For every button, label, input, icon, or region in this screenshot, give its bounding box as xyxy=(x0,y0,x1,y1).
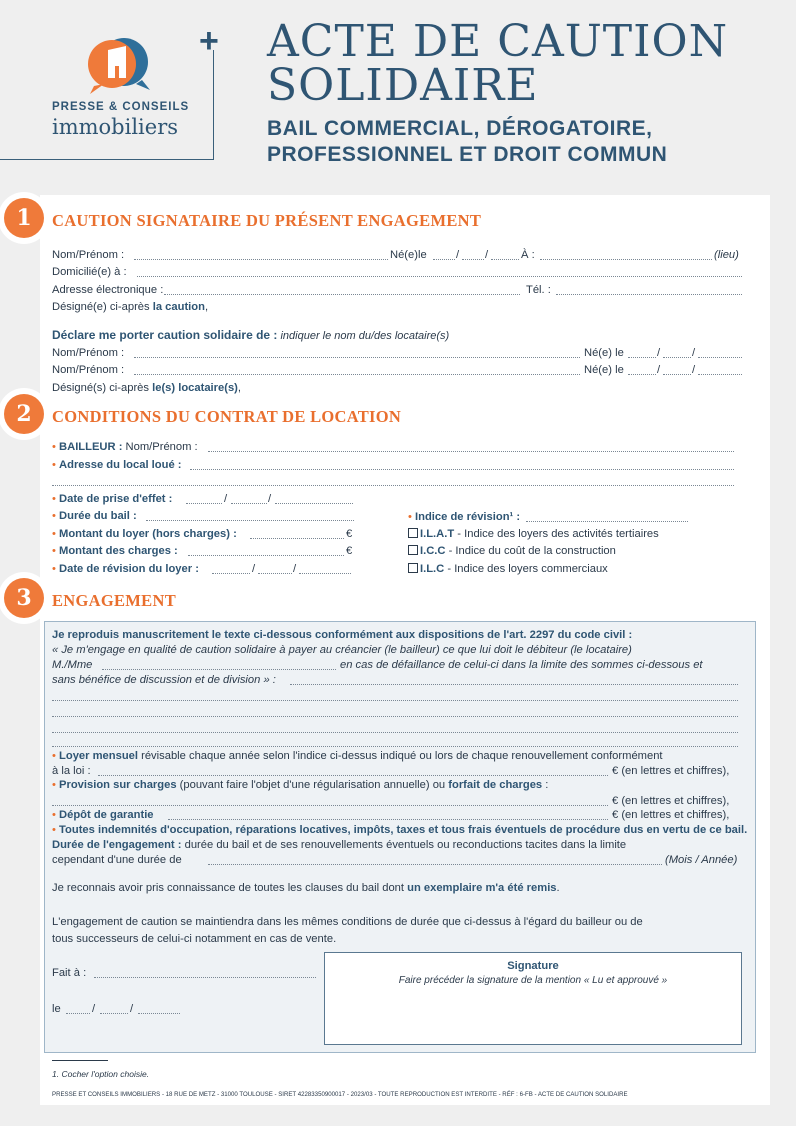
charges-label: • Montant des charges : xyxy=(52,545,178,557)
handwritten-line-1[interactable] xyxy=(290,684,738,685)
date-separator: / xyxy=(293,563,297,575)
tenant-2-birth-year-field[interactable] xyxy=(698,374,742,375)
indemnites-line: • Toutes indemnités d'occupation, réparations locatives, impôts, taxes et tous frais éventuels de procédure dus en vertu de ce bail. xyxy=(52,824,748,836)
declare-hint: indiquer le nom du/des locataire(s) xyxy=(277,330,450,342)
tenant-designation xyxy=(52,381,241,395)
duree-engagement-bold: Durée de l'engagement : xyxy=(52,839,182,851)
header-divider-horizontal xyxy=(0,159,214,160)
handwritten-line-3[interactable] xyxy=(52,716,738,717)
option-icc[interactable] xyxy=(408,544,616,558)
email-label: Adresse électronique : xyxy=(52,284,164,296)
option-ilat-bold: I.L.A.T xyxy=(420,528,455,540)
caution-birthplace-field[interactable] xyxy=(540,259,712,260)
euro-sign: € xyxy=(346,545,353,557)
reconnais-bold: un exemplaire m'a été remis xyxy=(407,882,557,894)
le-label: le xyxy=(52,1003,61,1015)
reconnais-text: Je reconnais avoir pris connaissance de toutes les clauses du bail dont xyxy=(52,882,408,894)
provision-bold: Provision sur charges xyxy=(59,779,177,791)
tenant-2-name-label: Nom/Prénom : xyxy=(52,364,125,376)
caution-birth-day-field[interactable] xyxy=(433,259,455,260)
date-separator: / xyxy=(657,364,661,376)
section-1-number: 1 xyxy=(4,198,44,238)
caution-name-label: Nom/Prénom : xyxy=(52,249,125,261)
loi-label: à la loi : xyxy=(52,765,91,777)
section-2-number: 2 xyxy=(4,394,44,434)
tenant-2-birth-day-field[interactable] xyxy=(628,374,656,375)
reconnais-end: . xyxy=(556,882,560,894)
engagement-text-1: L'engagement de caution se maintiendra dans les mêmes conditions de durée que ci-dessus à l'égard du bailleur ou de xyxy=(52,916,643,928)
handwritten-line-4[interactable] xyxy=(52,732,738,733)
bailleur-bold: BAILLEUR : xyxy=(59,441,123,453)
tenant-1-name-field[interactable] xyxy=(134,357,580,358)
date-effet-year-field[interactable] xyxy=(275,503,353,504)
date-separator: / xyxy=(268,493,272,505)
provision-text: (pouvant faire l'objet d'une régularisation annuelle) ou xyxy=(176,779,449,791)
caution-birth-year-field[interactable] xyxy=(491,259,519,260)
tel-label: Tél. : xyxy=(526,284,551,296)
adresse-label: • Adresse du local loué : xyxy=(52,459,182,471)
brand-logo-icon xyxy=(86,36,154,96)
legal-footer: PRESSE ET CONSEILS IMMOBILIERS - 18 RUE DE METZ - 31000 TOULOUSE - SIRET 42283350900017 - 2023/03 - TOUTE REPRODUCTION EST INTERDITE - RÉF : 6-FB - ACTE DE CAUTION SOLIDAIRE xyxy=(52,1091,628,1098)
date-effet-label: • Date de prise d'effet : xyxy=(52,493,173,505)
header-divider-vertical xyxy=(213,50,214,160)
designation-bold: le(s) locataire(s) xyxy=(152,382,238,394)
date-separator: / xyxy=(224,493,228,505)
caution-birth-label: Né(e)le xyxy=(390,249,427,261)
engagement-quote-2a: M./Mme xyxy=(52,659,93,671)
tenant-1-name-label: Nom/Prénom : xyxy=(52,347,125,359)
date-revision-day-field[interactable] xyxy=(212,573,250,574)
domicile-field[interactable] xyxy=(137,276,742,277)
handwritten-line-2[interactable] xyxy=(52,700,738,701)
option-ilc-text: - Indice des loyers commerciaux xyxy=(444,563,608,575)
option-ilat[interactable] xyxy=(408,527,659,541)
loyer-label: • Montant du loyer (hors charges) : xyxy=(52,528,237,540)
subtitle-line-2: PROFESSIONNEL ET DROIT COMMUN xyxy=(267,143,668,166)
option-icc-text: - Indice du coût de la construction xyxy=(445,545,616,557)
ilc-checkbox[interactable] xyxy=(408,563,418,573)
indice-field[interactable] xyxy=(526,521,688,522)
date-revision-label: • Date de révision du loyer : xyxy=(52,563,199,575)
footnote-divider xyxy=(52,1060,108,1061)
caution-birth-month-field[interactable] xyxy=(462,259,484,260)
loyer-mensuel-field[interactable] xyxy=(98,775,608,776)
date-separator: / xyxy=(456,249,460,261)
date-revision-year-field[interactable] xyxy=(299,573,351,574)
date-revision-month-field[interactable] xyxy=(258,573,292,574)
duree-label: • Durée du bail : xyxy=(52,510,137,522)
bailleur-label: • BAILLEUR : Nom/Prénom : xyxy=(52,441,198,453)
handwritten-line-5[interactable] xyxy=(52,746,738,747)
designation-end: , xyxy=(204,301,209,313)
declare-line xyxy=(52,328,449,343)
debtor-name-field[interactable] xyxy=(102,669,336,670)
depot-field[interactable] xyxy=(168,819,608,820)
duree-engagement-text: durée du bail et de ses renouvellements éventuels ou reconductions tacites dans la limite xyxy=(181,839,627,851)
tenant-1-birth-month-field[interactable] xyxy=(663,357,691,358)
charges-field[interactable] xyxy=(188,555,344,556)
lieu-hint: (lieu) xyxy=(714,249,739,261)
engagement-quote-2b: en cas de défaillance de celui-ci dans la limite des sommes ci-dessous et xyxy=(340,659,703,671)
section-1-title: CAUTION SIGNATAIRE DU PRÉSENT ENGAGEMENT xyxy=(52,211,482,230)
icc-checkbox[interactable] xyxy=(408,545,418,555)
date-separator: / xyxy=(485,249,489,261)
adresse-field[interactable] xyxy=(190,469,734,470)
section-3-number: 3 xyxy=(4,578,44,618)
date-separator: / xyxy=(130,1003,134,1015)
signature-note: Faire précéder la signature de la mention « Lu et approuvé » xyxy=(398,975,668,986)
loyer-mensuel-line: • Loyer mensuel révisable chaque année selon l'indice ci-dessus indiqué ou lors de chaque renouvellement conformément xyxy=(52,750,663,762)
date-effet-bold: Date de prise d'effet : xyxy=(59,493,173,505)
date-separator: / xyxy=(92,1003,96,1015)
loyer-mensuel-bold: Loyer mensuel xyxy=(59,750,138,762)
duree-field[interactable] xyxy=(146,520,354,521)
engagement-text-2: tous successeurs de celui-ci notamment en cas de vente. xyxy=(52,933,337,945)
title-line-1: ACTE DE CAUTION xyxy=(267,16,729,67)
tenant-1-birth-day-field[interactable] xyxy=(628,357,656,358)
cependant-label: cependant d'une durée de xyxy=(52,854,182,866)
designation-bold: la caution xyxy=(152,301,205,313)
caution-birthplace-label: À : xyxy=(521,249,535,261)
signature-title: Signature xyxy=(507,960,559,972)
option-icc-bold: I.C.C xyxy=(420,545,446,557)
date-revision-bold: Date de révision du loyer : xyxy=(59,563,199,575)
ilat-checkbox[interactable] xyxy=(408,528,418,538)
title-line-2: SOLIDAIRE xyxy=(267,60,539,111)
euro-sign: € xyxy=(346,528,353,540)
fait-field[interactable] xyxy=(94,977,316,978)
depot-bold: Dépôt de garantie xyxy=(59,809,154,821)
duree-bold: Durée du bail : xyxy=(59,510,137,522)
engagement-quote-1: « Je m'engage en qualité de caution solidaire à payer au créancier (le bailleur) ce que lui doit le débiteur (le locataire) xyxy=(52,644,632,656)
engagement-quote-3: sans bénéfice de discussion et de division » : xyxy=(52,674,276,686)
date-effet-month-field[interactable] xyxy=(231,503,267,504)
depot-line: • Dépôt de garantie xyxy=(52,809,154,821)
adresse-bold: Adresse du local loué : xyxy=(59,459,182,471)
date-separator: / xyxy=(692,364,696,376)
forfait-bold: forfait de charges xyxy=(448,779,543,791)
lettres-chiffres: € (en lettres et chiffres), xyxy=(612,765,730,777)
indemnites-bold: Toutes indemnités d'occupation, réparations locatives, impôts, taxes et tous frais éventuels de procédure dus en vertu de ce bail. xyxy=(59,824,748,836)
indice-label: • Indice de révision¹ : xyxy=(408,511,521,523)
designation-text: Désigné(e) ci-après xyxy=(52,301,153,313)
signature-month-field[interactable] xyxy=(100,1013,128,1014)
charges-bold: Montant des charges : xyxy=(59,545,178,557)
provision-line: • Provision sur charges (pouvant faire l'objet d'une régularisation annuelle) ou forfait de charges : xyxy=(52,779,549,791)
date-separator: / xyxy=(657,347,661,359)
loyer-field[interactable] xyxy=(250,538,344,539)
provision-field[interactable] xyxy=(52,805,608,806)
fait-label: Fait à : xyxy=(52,967,87,979)
bailleur-field[interactable] xyxy=(208,451,734,452)
provision-end: : xyxy=(542,779,549,791)
lettres-chiffres: € (en lettres et chiffres), xyxy=(612,809,730,821)
option-ilc-bold: I.L.C xyxy=(420,563,445,575)
caution-designation xyxy=(52,300,208,314)
footnote: 1. Cocher l'option choisie. xyxy=(52,1069,150,1079)
tenant-2-birth-month-field[interactable] xyxy=(663,374,691,375)
tenant-1-birth-label: Né(e) le xyxy=(584,347,624,359)
subtitle-line-1: BAIL COMMERCIAL, DÉROGATOIRE, xyxy=(267,117,653,140)
brand-subname: immobiliers xyxy=(52,115,179,139)
section-3-title: ENGAGEMENT xyxy=(52,591,177,610)
tenant-2-birth-label: Né(e) le xyxy=(584,364,624,376)
date-separator: / xyxy=(692,347,696,359)
declare-bold: Déclare me porter caution solidaire de : xyxy=(52,328,278,342)
tel-field[interactable] xyxy=(556,294,742,295)
email-field[interactable] xyxy=(164,294,520,295)
domicile-label: Domicilié(e) à : xyxy=(52,266,127,278)
option-ilat-text: - Indice des loyers des activités tertiaires xyxy=(454,528,659,540)
loyer-bold: Montant du loyer (hors charges) : xyxy=(59,528,237,540)
loyer-mensuel-text: révisable chaque année selon l'indice ci-dessus indiqué ou lors de chaque renouvellement conformément xyxy=(138,750,663,762)
document-subtitle xyxy=(267,116,667,168)
designation-end: , xyxy=(237,382,242,394)
bailleur-rest: Nom/Prénom : xyxy=(122,441,198,453)
indice-bold: Indice de révision¹ : xyxy=(415,511,521,523)
date-effet-day-field[interactable] xyxy=(186,503,222,504)
plus-icon: + xyxy=(199,22,219,60)
brand-name: PRESSE & CONSEILS xyxy=(52,101,190,113)
mois-annee-hint: (Mois / Année) xyxy=(665,854,738,866)
engagement-intro: Je reproduis manuscritement le texte ci-dessous conformément aux dispositions de l'art. 2297 du code civil : xyxy=(52,629,633,641)
lettres-chiffres: € (en lettres et chiffres), xyxy=(612,795,730,807)
tenant-2-name-field[interactable] xyxy=(134,374,580,375)
option-ilc[interactable] xyxy=(408,562,608,576)
duree-engagement-field[interactable] xyxy=(208,864,662,865)
adresse-field-2[interactable] xyxy=(52,485,734,486)
designation-text: Désigné(s) ci-après xyxy=(52,382,153,394)
document-title xyxy=(267,16,729,111)
duree-engagement-line xyxy=(52,838,626,852)
section-2-title: CONDITIONS DU CONTRAT DE LOCATION xyxy=(52,407,402,426)
tenant-1-birth-year-field[interactable] xyxy=(698,357,742,358)
signature-day-field[interactable] xyxy=(66,1013,90,1014)
signature-year-field[interactable] xyxy=(138,1013,180,1014)
reconnais-line xyxy=(52,881,560,895)
date-separator: / xyxy=(252,563,256,575)
caution-name-field[interactable] xyxy=(134,259,388,260)
